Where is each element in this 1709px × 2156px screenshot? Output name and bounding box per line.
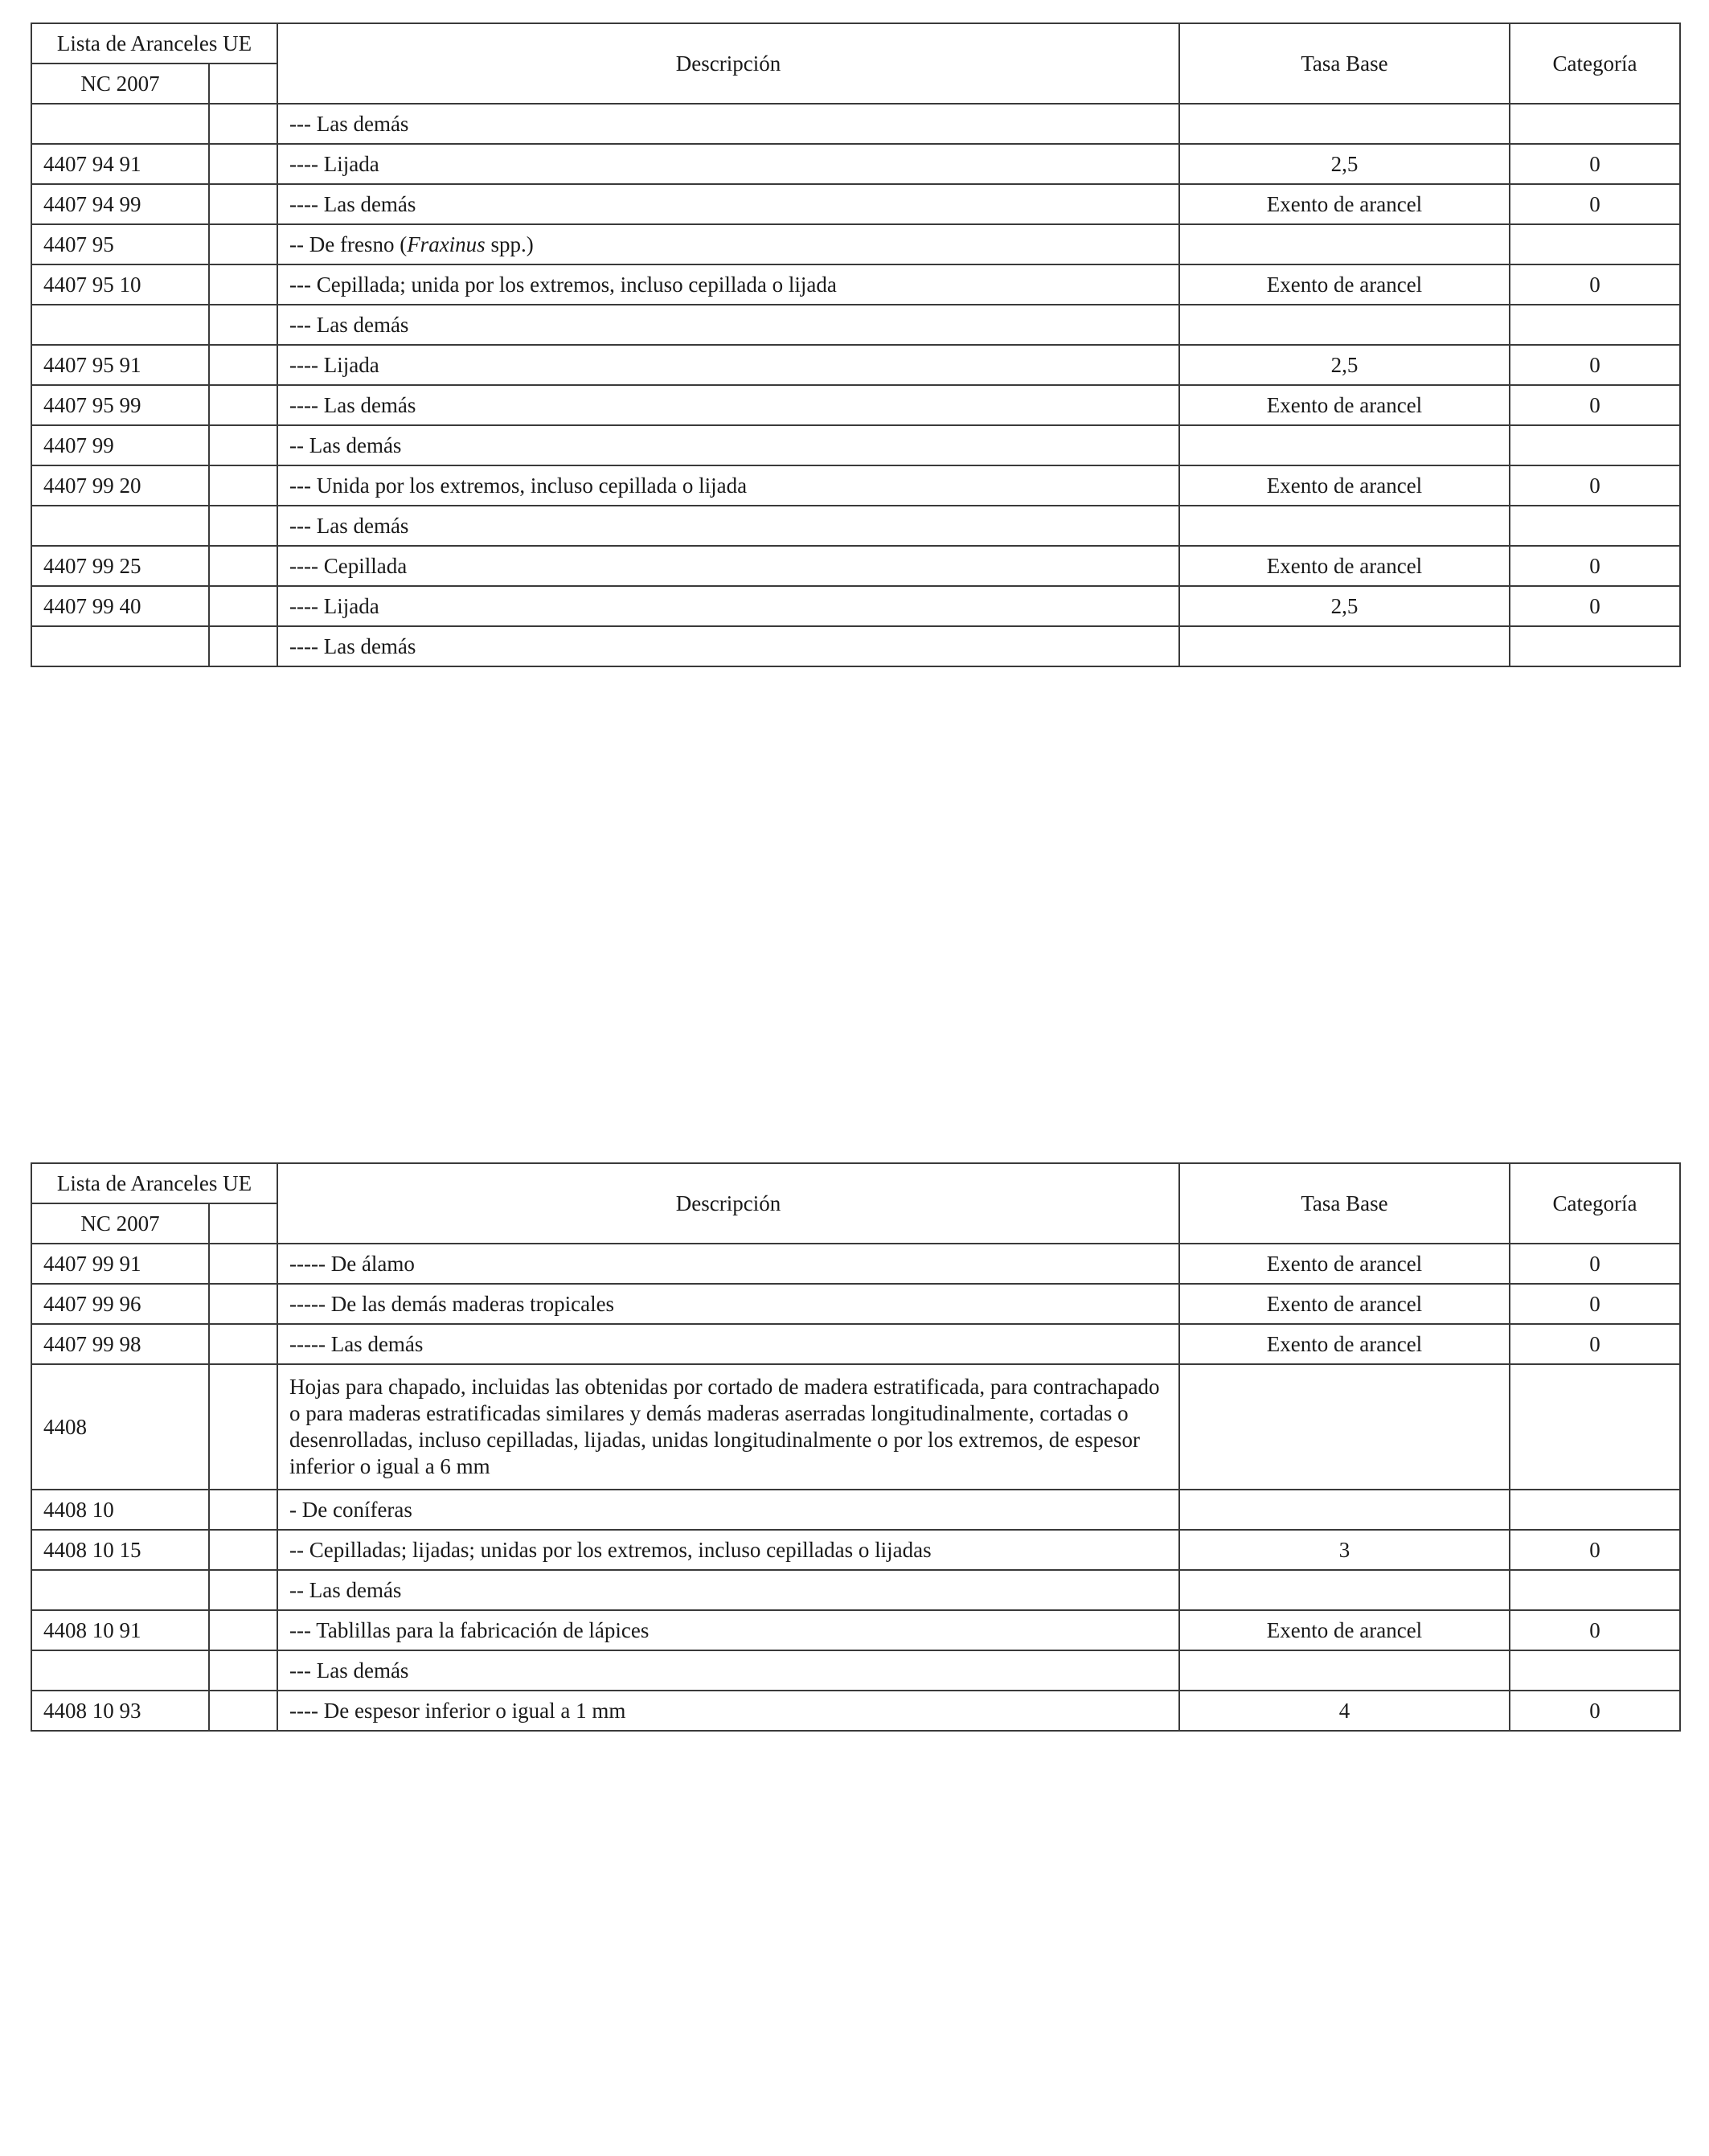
category-cell: [1510, 224, 1680, 264]
description-cell: --- Las demás: [277, 1650, 1179, 1691]
description-cell: ---- Las demás: [277, 385, 1179, 425]
description-cell: [277, 224, 1179, 264]
base-rate-cell: [1179, 1490, 1510, 1530]
base-rate-cell: [1179, 1570, 1510, 1610]
table-row: [31, 385, 1680, 425]
description-suffix: spp.): [485, 232, 534, 256]
nc-code-cell: 4407 95: [31, 224, 209, 264]
nc-code-cell: 4407 94 91: [31, 144, 209, 184]
base-rate-cell: [1179, 1364, 1510, 1490]
nc-code-cell: [31, 1570, 209, 1610]
nc-code-cell: 4407 99 25: [31, 546, 209, 586]
description-cell: ----- De las demás maderas tropicales: [277, 1284, 1179, 1324]
blank-cell: [209, 264, 277, 305]
category-cell: 0: [1510, 345, 1680, 385]
nc-code-cell: 4407 99 96: [31, 1284, 209, 1324]
blank-cell: [209, 1691, 277, 1731]
blank-cell: [209, 586, 277, 626]
blank-cell: [209, 1244, 277, 1284]
list-title-header: Lista de Aranceles UE: [31, 1163, 277, 1203]
description-cell: --- Las demás: [277, 305, 1179, 345]
base-rate-cell: Exento de arancel: [1179, 1284, 1510, 1324]
category-cell: [1510, 506, 1680, 546]
nc-code-cell: [31, 305, 209, 345]
base-rate-cell: 4: [1179, 1691, 1510, 1731]
base-rate-cell: Exento de arancel: [1179, 546, 1510, 586]
base-rate-header: Tasa Base: [1179, 23, 1510, 104]
base-rate-cell: [1179, 104, 1510, 144]
table-row: [31, 425, 1680, 465]
blank-cell: [209, 1490, 277, 1530]
nc-code-cell: [31, 104, 209, 144]
table-row: [31, 1570, 1680, 1610]
base-rate-cell: [1179, 305, 1510, 345]
category-cell: 0: [1510, 1610, 1680, 1650]
category-cell: 0: [1510, 465, 1680, 506]
table-row: [31, 1691, 1680, 1731]
nc-code-cell: 4407 99 91: [31, 1244, 209, 1284]
blank-cell: [209, 425, 277, 465]
blank-cell: [209, 626, 277, 666]
blank-cell: [209, 305, 277, 345]
category-header: Categoría: [1510, 23, 1680, 104]
blank-cell: [209, 1530, 277, 1570]
category-cell: 0: [1510, 586, 1680, 626]
description-cell: ----- De álamo: [277, 1244, 1179, 1284]
description-cell: -- Las demás: [277, 425, 1179, 465]
table-row: [31, 224, 1680, 264]
base-rate-cell: [1179, 506, 1510, 546]
description-cell: ---- Cepillada: [277, 546, 1179, 586]
category-cell: 0: [1510, 385, 1680, 425]
description-header: Descripción: [277, 23, 1179, 104]
nc-code-cell: [31, 506, 209, 546]
description-cell: --- Tablillas para la fabricación de lápices: [277, 1610, 1179, 1650]
base-rate-cell: Exento de arancel: [1179, 465, 1510, 506]
blank-cell: [209, 144, 277, 184]
nc-code-cell: 4407 99 20: [31, 465, 209, 506]
table-row: [31, 1530, 1680, 1570]
blank-cell: [209, 345, 277, 385]
blank-cell: [209, 104, 277, 144]
base-rate-cell: Exento de arancel: [1179, 1324, 1510, 1364]
nc-code-cell: [31, 626, 209, 666]
base-rate-cell: 2,5: [1179, 586, 1510, 626]
table-row: [31, 104, 1680, 144]
description-cell: Hojas para chapado, incluidas las obtenidas por cortado de madera estratificada, para contrachapado o para maderas estratificadas similares y demás maderas aserradas longitudinalmente, cortadas o desenrolladas, incluso cepilladas, lijadas, unidas longitudinalmente o por los extremos, de espesor inferior o igual a 6 mm: [277, 1364, 1179, 1490]
table-1-body: [31, 104, 1680, 666]
base-rate-cell: Exento de arancel: [1179, 1244, 1510, 1284]
header-row-top: [31, 23, 1680, 64]
description-cell: ---- De espesor inferior o igual a 1 mm: [277, 1691, 1179, 1731]
description-cell: ----- Las demás: [277, 1324, 1179, 1364]
description-cell: -- Las demás: [277, 1570, 1179, 1610]
blank-cell: [209, 1364, 277, 1490]
description-cell: ---- Las demás: [277, 626, 1179, 666]
base-rate-cell: Exento de arancel: [1179, 264, 1510, 305]
species-name: Fraxinus: [407, 232, 486, 256]
category-cell: 0: [1510, 1284, 1680, 1324]
category-cell: [1510, 104, 1680, 144]
category-cell: 0: [1510, 1530, 1680, 1570]
table-row: [31, 586, 1680, 626]
category-cell: 0: [1510, 546, 1680, 586]
category-cell: 0: [1510, 1244, 1680, 1284]
category-cell: [1510, 1490, 1680, 1530]
category-cell: 0: [1510, 144, 1680, 184]
description-cell: --- Unida por los extremos, incluso cepillada o lijada: [277, 465, 1179, 506]
description-cell: --- Las demás: [277, 104, 1179, 144]
blank-header-cell: [209, 1203, 277, 1244]
category-cell: [1510, 1650, 1680, 1691]
description-cell: ---- Lijada: [277, 144, 1179, 184]
category-cell: [1510, 1570, 1680, 1610]
category-cell: [1510, 626, 1680, 666]
base-rate-cell: [1179, 425, 1510, 465]
description-text: -- De fresno (: [289, 232, 408, 256]
category-cell: [1510, 425, 1680, 465]
table-row: [31, 345, 1680, 385]
tariff-table-1: [31, 23, 1681, 667]
description-cell: --- Las demás: [277, 506, 1179, 546]
base-rate-cell: Exento de arancel: [1179, 184, 1510, 224]
header-row-top: [31, 1163, 1680, 1203]
nc-code-cell: 4408 10: [31, 1490, 209, 1530]
base-rate-header: Tasa Base: [1179, 1163, 1510, 1244]
nc-code-cell: 4408: [31, 1364, 209, 1490]
nc-code-cell: [31, 1650, 209, 1691]
list-title-header: Lista de Aranceles UE: [31, 23, 277, 64]
category-cell: [1510, 305, 1680, 345]
table-row: [31, 506, 1680, 546]
description-cell: -- Cepilladas; lijadas; unidas por los extremos, incluso cepilladas o lijadas: [277, 1530, 1179, 1570]
nc-code-cell: 4407 99 98: [31, 1324, 209, 1364]
nc-header: NC 2007: [31, 64, 209, 104]
table-row: [31, 1610, 1680, 1650]
base-rate-cell: [1179, 1650, 1510, 1691]
category-header: Categoría: [1510, 1163, 1680, 1244]
table-row: [31, 1324, 1680, 1364]
blank-cell: [209, 224, 277, 264]
table-row: [31, 626, 1680, 666]
blank-cell: [209, 465, 277, 506]
blank-cell: [209, 546, 277, 586]
nc-code-cell: 4407 94 99: [31, 184, 209, 224]
nc-code-cell: 4407 95 91: [31, 345, 209, 385]
blank-cell: [209, 1610, 277, 1650]
description-cell: --- Cepillada; unida por los extremos, incluso cepillada o lijada: [277, 264, 1179, 305]
category-cell: 0: [1510, 184, 1680, 224]
nc-code-cell: 4408 10 93: [31, 1691, 209, 1731]
nc-code-cell: 4407 95 99: [31, 385, 209, 425]
table-row: [31, 1364, 1680, 1490]
base-rate-cell: Exento de arancel: [1179, 1610, 1510, 1650]
nc-code-cell: 4408 10 15: [31, 1530, 209, 1570]
nc-header: NC 2007: [31, 1203, 209, 1244]
table-row: [31, 465, 1680, 506]
base-rate-cell: 2,5: [1179, 345, 1510, 385]
table-row: [31, 305, 1680, 345]
base-rate-cell: 2,5: [1179, 144, 1510, 184]
category-cell: [1510, 1364, 1680, 1490]
table-row: [31, 1284, 1680, 1324]
blank-cell: [209, 385, 277, 425]
description-cell: - De coníferas: [277, 1490, 1179, 1530]
tariff-table-2: [31, 1162, 1681, 1732]
table-row: [31, 1244, 1680, 1284]
base-rate-cell: 3: [1179, 1530, 1510, 1570]
description-header: Descripción: [277, 1163, 1179, 1244]
table-row: [31, 546, 1680, 586]
blank-cell: [209, 1570, 277, 1610]
table-row: [31, 144, 1680, 184]
blank-header-cell: [209, 64, 277, 104]
blank-cell: [209, 1324, 277, 1364]
table-row: [31, 184, 1680, 224]
nc-code-cell: 4408 10 91: [31, 1610, 209, 1650]
nc-code-cell: 4407 99 40: [31, 586, 209, 626]
nc-code-cell: 4407 95 10: [31, 264, 209, 305]
blank-cell: [209, 184, 277, 224]
blank-cell: [209, 506, 277, 546]
description-cell: ---- Lijada: [277, 345, 1179, 385]
nc-code-cell: 4407 99: [31, 425, 209, 465]
table-row: [31, 1650, 1680, 1691]
table-2-body: [31, 1244, 1680, 1731]
blank-cell: [209, 1650, 277, 1691]
blank-cell: [209, 1284, 277, 1324]
description-cell: ---- Lijada: [277, 586, 1179, 626]
base-rate-cell: Exento de arancel: [1179, 385, 1510, 425]
category-cell: 0: [1510, 264, 1680, 305]
table-row: [31, 1490, 1680, 1530]
table-row: [31, 264, 1680, 305]
base-rate-cell: [1179, 224, 1510, 264]
description-cell: ---- Las demás: [277, 184, 1179, 224]
category-cell: 0: [1510, 1324, 1680, 1364]
category-cell: 0: [1510, 1691, 1680, 1731]
base-rate-cell: [1179, 626, 1510, 666]
